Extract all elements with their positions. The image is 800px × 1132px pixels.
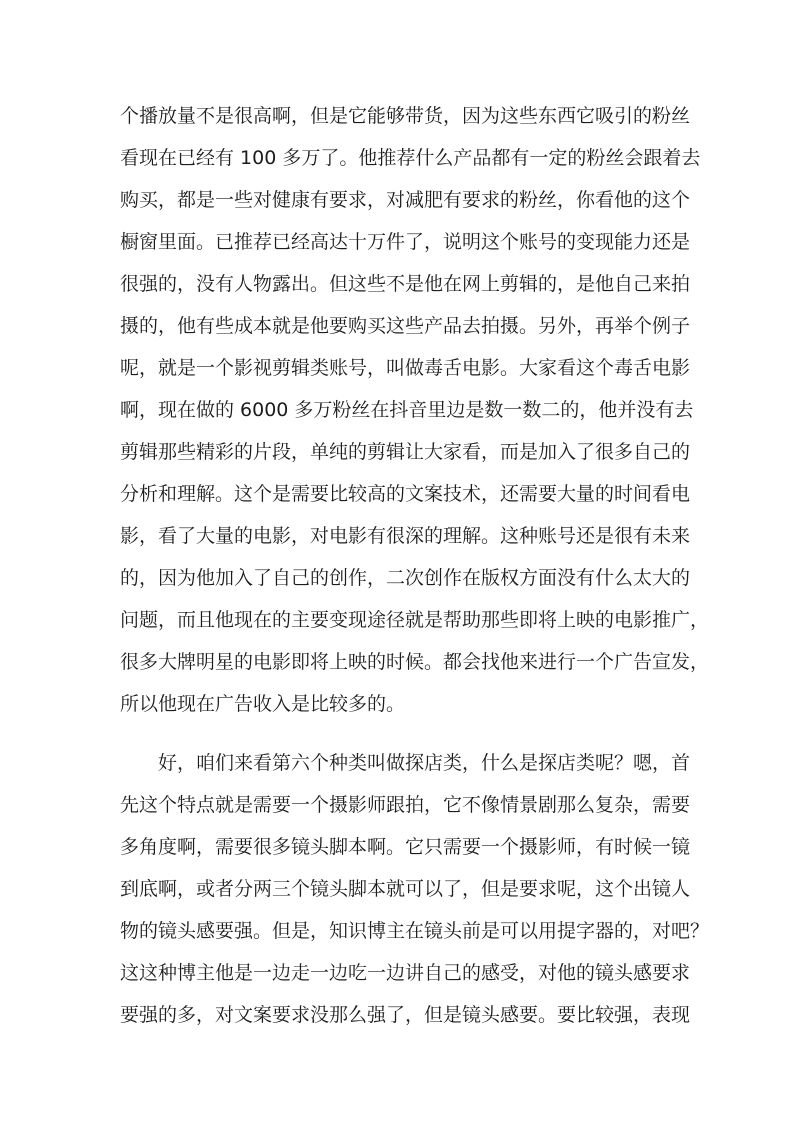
text-line: 很多大牌明星的电影即将上映的时候。都会找他来进行一个广告宣发，: [120, 651, 710, 673]
text-line: 摄的，他有些成本就是他要购买这些产品去拍摄。另外，再举个例子: [120, 315, 691, 337]
text-line: 多角度啊，需要很多镜头脚本啊。它只需要一个摄影师，有时候一镜: [120, 836, 691, 858]
text-line: 很强的，没有人物露出。但这些不是他在网上剪辑的，是他自己来拍: [120, 273, 691, 295]
text-line: 影，看了大量的电影，对电影有很深的理解。这种账号还是很有未来: [120, 525, 691, 547]
text-line: 看现在已经有 100 多万了。他推荐什么产品都有一定的粉丝会跟着去: [120, 147, 701, 169]
text-line: 好，咱们来看第六个种类叫做探店类，什么是探店类呢？嗯，首: [158, 752, 691, 774]
text-line: 所以他现在广告收入是比较多的。: [120, 693, 406, 715]
text-line: 啊，现在做的 6000 多万粉丝在抖音里边是数一数二的，他并没有去: [120, 399, 694, 421]
text-line: 到底啊，或者分两三个镜头脚本就可以了，但是要求呢，这个出镜人: [120, 878, 691, 900]
text-line: 剪辑那些精彩的片段，单纯的剪辑让大家看，而是加入了很多自己的: [120, 441, 691, 463]
text-line: 个播放量不是很高啊，但是它能够带货，因为这些东西它吸引的粉丝: [120, 105, 691, 127]
text-line: 先这个特点就是需要一个摄影师跟拍，它不像情景剧那么复杂，需要: [120, 794, 691, 816]
text-line: 问题，而且他现在的主要变现途径就是帮助那些即将上映的电影推广，: [120, 609, 710, 631]
text-line: 呢，就是一个影视剪辑类账号，叫做毒舌电影。大家看这个毒舌电影: [120, 357, 691, 379]
text-line: 这这种博主他是一边走一边吃一边讲自己的感受，对他的镜头感要求: [120, 962, 691, 984]
text-line: 的，因为他加入了自己的创作，二次创作在版权方面没有什么太大的: [120, 567, 691, 589]
text-line: 要强的多，对文案要求没那么强了，但是镜头感要。要比较强，表现: [120, 1004, 691, 1026]
text-line: 购买，都是一些对健康有要求，对减肥有要求的粉丝，你看他的这个: [120, 189, 691, 211]
text-line: 橱窗里面。已推荐已经高达十万件了，说明这个账号的变现能力还是: [120, 231, 691, 253]
text-line: 分析和理解。这个是需要比较高的文案技术，还需要大量的时间看电: [120, 483, 691, 505]
text-line: 物的镜头感要强。但是，知识博主在镜头前是可以用提字器的，对吧？: [120, 920, 710, 942]
